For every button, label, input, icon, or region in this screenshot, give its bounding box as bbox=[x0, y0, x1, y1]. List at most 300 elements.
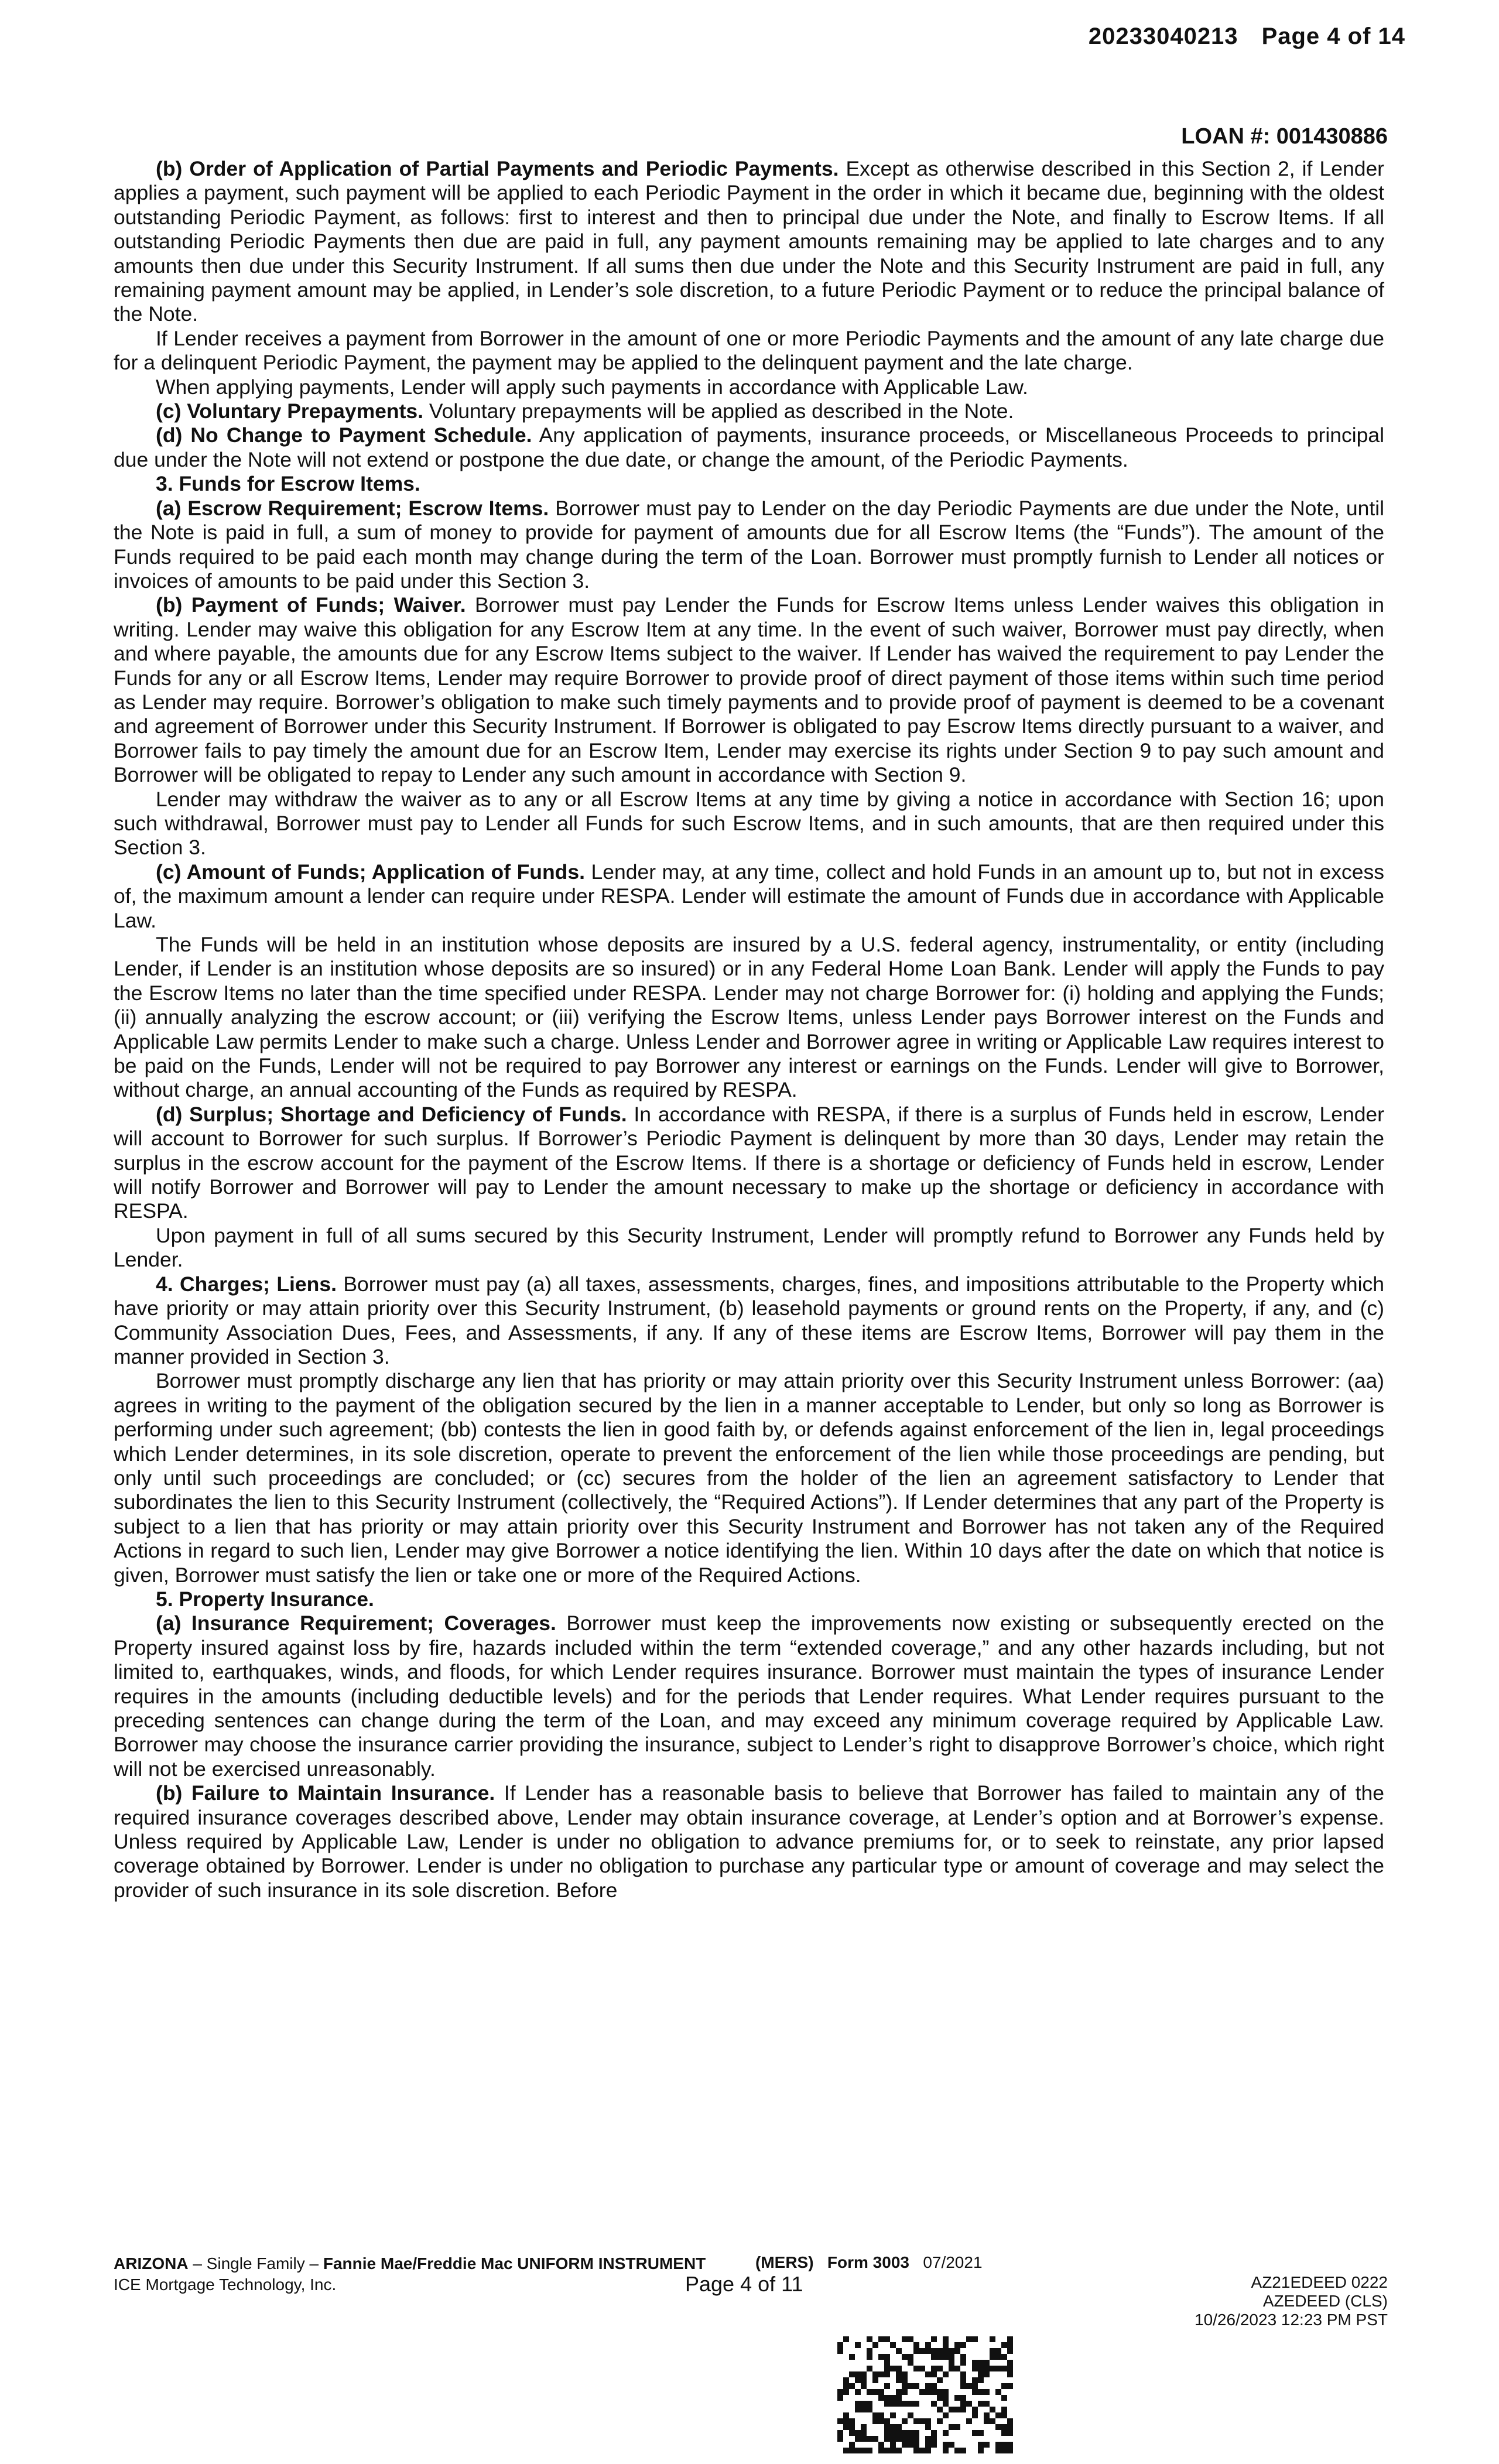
qr-module bbox=[913, 2383, 919, 2389]
qr-module bbox=[861, 2424, 867, 2430]
qr-module bbox=[943, 2371, 949, 2377]
qr-module bbox=[931, 2389, 937, 2395]
qr-module bbox=[908, 2442, 913, 2448]
qr-module bbox=[867, 2366, 872, 2371]
qr-module bbox=[884, 2366, 890, 2371]
qr-module bbox=[949, 2424, 954, 2430]
qr-module bbox=[913, 2366, 919, 2371]
qr-module bbox=[843, 2418, 849, 2424]
qr-module bbox=[960, 2383, 966, 2389]
qr-module bbox=[925, 2418, 931, 2424]
footer-form-date: 07/2021 bbox=[923, 2253, 983, 2271]
qr-module bbox=[902, 2442, 908, 2448]
qr-module bbox=[855, 2342, 861, 2348]
qr-module bbox=[925, 2371, 931, 2377]
qr-module bbox=[966, 2401, 972, 2407]
qr-module bbox=[902, 2377, 908, 2383]
qr-module bbox=[878, 2418, 884, 2424]
qr-module bbox=[908, 2412, 913, 2418]
paragraph-lead: (a) Escrow Requirement; Escrow Items. bbox=[156, 496, 549, 520]
qr-module bbox=[984, 2412, 990, 2418]
qr-module bbox=[943, 2336, 949, 2342]
qr-module bbox=[890, 2401, 896, 2407]
qr-module bbox=[890, 2436, 896, 2442]
qr-code bbox=[837, 2336, 1013, 2453]
qr-module bbox=[972, 2336, 978, 2342]
qr-module bbox=[890, 2448, 896, 2453]
paragraph-text: Borrower must keep the improvements now existing or subsequently erected on the Property insured against loss by fire, hazards included within the term “extended coverage,” and any other hazards including, but not limited to, earthquakes, winds, and floods, for which Lender requires insurance. Borrower must maintain the types of insurance Lender requires in the amounts (including deductible levels) and for the periods that Lender requires. What Lender requires pursuant to the preceding sentences can change during the term of the Loan, and may exceed any minimum coverage required by Applicable Law. Borrower may choose the insurance carrier providing the insurance, subject to Lender’s right to disapprove Borrower’s choice, which right will not be exercised unreasonably. bbox=[114, 1611, 1384, 1781]
qr-module bbox=[1001, 2424, 1007, 2430]
qr-module bbox=[913, 2342, 919, 2348]
qr-module bbox=[984, 2366, 990, 2371]
qr-module bbox=[837, 2436, 843, 2442]
qr-module bbox=[872, 2412, 878, 2418]
footer-description: – Single Family – bbox=[188, 2254, 323, 2273]
qr-module bbox=[913, 2430, 919, 2436]
qr-module bbox=[843, 2389, 849, 2395]
qr-module bbox=[1001, 2442, 1007, 2448]
qr-module bbox=[931, 2354, 937, 2360]
paragraph bbox=[114, 497, 1384, 594]
qr-module bbox=[960, 2401, 966, 2407]
qr-module bbox=[925, 2424, 931, 2430]
qr-module bbox=[908, 2430, 913, 2436]
paragraph-text: Any application of payments, insurance proceeds, or Miscellaneous Proceeds to principal due under the Note will not extend or postpone the due date, or change the amount, of the Periodic Payments. bbox=[114, 423, 1384, 471]
qr-module bbox=[984, 2389, 990, 2395]
qr-module bbox=[960, 2395, 966, 2401]
qr-module bbox=[1007, 2383, 1013, 2389]
qr-module bbox=[896, 2348, 902, 2354]
qr-module bbox=[872, 2436, 878, 2442]
qr-module bbox=[1001, 2383, 1007, 2389]
qr-module bbox=[925, 2436, 931, 2442]
qr-module bbox=[837, 2430, 843, 2436]
qr-module bbox=[896, 2401, 902, 2407]
qr-module bbox=[990, 2407, 995, 2412]
qr-module bbox=[954, 2395, 960, 2401]
qr-module bbox=[872, 2389, 878, 2395]
qr-module bbox=[1007, 2430, 1013, 2436]
qr-module bbox=[931, 2442, 937, 2448]
qr-module bbox=[990, 2366, 995, 2371]
qr-module bbox=[890, 2395, 896, 2401]
footer-codes bbox=[1195, 2273, 1388, 2329]
qr-module bbox=[908, 2436, 913, 2442]
qr-module bbox=[913, 2436, 919, 2442]
footer-mers: (MERS) bbox=[755, 2253, 814, 2271]
qr-module bbox=[995, 2442, 1001, 2448]
qr-module bbox=[937, 2348, 943, 2354]
qr-module bbox=[913, 2401, 919, 2407]
qr-module bbox=[949, 2366, 954, 2371]
qr-module bbox=[837, 2395, 843, 2401]
section-heading: 5. Property Insurance. bbox=[156, 1587, 374, 1611]
qr-module bbox=[867, 2348, 872, 2354]
footer-form-id bbox=[755, 2253, 983, 2272]
qr-module bbox=[855, 2389, 861, 2395]
qr-module bbox=[855, 2401, 861, 2407]
qr-module bbox=[867, 2448, 872, 2453]
qr-module bbox=[1001, 2354, 1007, 2360]
qr-module bbox=[943, 2430, 949, 2436]
qr-module bbox=[849, 2418, 855, 2424]
qr-module bbox=[943, 2442, 949, 2448]
qr-module bbox=[919, 2448, 925, 2453]
qr-module bbox=[990, 2336, 995, 2342]
qr-module bbox=[896, 2395, 902, 2401]
qr-module bbox=[884, 2395, 890, 2401]
qr-module bbox=[972, 2383, 978, 2389]
qr-module bbox=[954, 2348, 960, 2354]
qr-module bbox=[855, 2448, 861, 2453]
qr-module bbox=[943, 2348, 949, 2354]
paragraph-text: Lender may, at any time, collect and hold Funds in an amount up to, but not in excess of, the maximum amount a lender can require under RESPA. Lender will estimate the amount of Funds due in accordance with Applicable Law. bbox=[114, 860, 1385, 932]
qr-module bbox=[890, 2430, 896, 2436]
qr-module bbox=[943, 2412, 949, 2418]
qr-module bbox=[995, 2389, 1001, 2395]
qr-module bbox=[931, 2430, 937, 2436]
qr-module bbox=[943, 2342, 949, 2348]
recording-stamp bbox=[1089, 23, 1405, 50]
qr-module bbox=[902, 2371, 908, 2377]
qr-module bbox=[896, 2448, 902, 2453]
paragraph bbox=[114, 1781, 1384, 1902]
qr-module bbox=[978, 2360, 984, 2366]
loan-number: LOAN #: 001430886 bbox=[1181, 124, 1388, 149]
paragraph bbox=[114, 1611, 1384, 1781]
qr-module bbox=[843, 2412, 849, 2418]
qr-module bbox=[931, 2436, 937, 2442]
qr-module bbox=[984, 2371, 990, 2377]
qr-module bbox=[931, 2383, 937, 2389]
qr-module bbox=[861, 2383, 867, 2389]
qr-module bbox=[849, 2354, 855, 2360]
qr-module bbox=[972, 2407, 978, 2412]
qr-module bbox=[878, 2412, 884, 2418]
footer-company: ICE Mortgage Technology, Inc. bbox=[114, 2275, 337, 2294]
qr-module bbox=[837, 2418, 843, 2424]
qr-module bbox=[890, 2342, 896, 2348]
qr-module bbox=[949, 2407, 954, 2412]
qr-module bbox=[878, 2371, 884, 2377]
paragraph-text: Borrower must pay (a) all taxes, assessments, charges, fines, and impositions attributable to the Property which have priority or may attain priority over this Security Instrument, (b) leasehold payments or ground rents on the Property, if any, and (c) Community Association Dues, Fees, and Assessments, if any. If any of these items are Escrow Items, Borrower will pay them in the manner provided in Section 3. bbox=[114, 1272, 1384, 1368]
qr-module bbox=[867, 2401, 872, 2407]
paragraph bbox=[114, 157, 1384, 327]
qr-module bbox=[949, 2442, 954, 2448]
qr-module bbox=[978, 2371, 984, 2377]
qr-module bbox=[884, 2360, 890, 2366]
footer-code-1: AZ21EDEED 0222 bbox=[1251, 2273, 1388, 2291]
qr-module bbox=[908, 2354, 913, 2360]
qr-module bbox=[849, 2442, 855, 2448]
paragraph-lead: (d) Surplus; Shortage and Deficiency of Funds. bbox=[156, 1102, 627, 1126]
paragraph-text: Borrower must pay Lender the Funds for Escrow Items unless Lender waives this obligation in writing. Lender may waive this obligation for any Escrow Item at any time. In the event of such waiver, Borrower must pay directly, when and where payable, the amounts due for any Escrow Items subject to the waiver. If Lender has waived the requirement to pay Lender the Funds for any or all Escrow Items, Lender may require Borrower to provide proof of direct payment of those items within such time period as Lender may require. Borrower’s obligation to make such timely payments and to provide proof of payment is deemed to be a covenant and agreement of Borrower under this Security Instrument. If Borrower is obligated to pay Escrow Items directly pursuant to a waiver, and Borrower fails to pay timely the amount due for an Escrow Item, Lender may exercise its rights under Section 9 to pay such amount and Borrower will be obligated to repay to Lender any such amount in accordance with Section 9. bbox=[114, 593, 1384, 787]
qr-module bbox=[855, 2377, 861, 2383]
qr-module bbox=[1001, 2395, 1007, 2401]
qr-module bbox=[872, 2342, 878, 2348]
qr-module bbox=[972, 2389, 978, 2395]
footer-timestamp: 10/26/2023 12:23 PM PST bbox=[1195, 2311, 1388, 2329]
qr-module bbox=[902, 2418, 908, 2424]
qr-module bbox=[855, 2430, 861, 2436]
qr-module bbox=[872, 2418, 878, 2424]
qr-module bbox=[867, 2354, 872, 2360]
qr-module bbox=[990, 2348, 995, 2354]
qr-module bbox=[902, 2430, 908, 2436]
qr-module bbox=[913, 2448, 919, 2453]
qr-module bbox=[960, 2354, 966, 2360]
qr-module bbox=[931, 2401, 937, 2407]
qr-module bbox=[884, 2424, 890, 2430]
qr-module bbox=[972, 2360, 978, 2366]
qr-module bbox=[949, 2348, 954, 2354]
qr-module bbox=[1007, 2336, 1013, 2342]
qr-module bbox=[867, 2336, 872, 2342]
qr-module bbox=[861, 2436, 867, 2442]
qr-module bbox=[849, 2430, 855, 2436]
qr-module bbox=[843, 2377, 849, 2383]
qr-module bbox=[1007, 2366, 1013, 2371]
qr-module bbox=[878, 2448, 884, 2453]
qr-module bbox=[884, 2354, 890, 2360]
qr-module bbox=[937, 2354, 943, 2360]
paragraph bbox=[114, 1272, 1384, 1370]
qr-module bbox=[890, 2412, 896, 2418]
qr-module bbox=[884, 2401, 890, 2407]
paragraph: When applying payments, Lender will apply such payments in accordance with Applicable Law. bbox=[156, 375, 1028, 399]
qr-module bbox=[849, 2448, 855, 2453]
qr-module bbox=[931, 2348, 937, 2354]
qr-module bbox=[884, 2336, 890, 2342]
qr-module bbox=[896, 2424, 902, 2430]
footer-form-number: Form 3003 bbox=[827, 2253, 909, 2271]
qr-module bbox=[878, 2336, 884, 2342]
qr-module bbox=[995, 2448, 1001, 2453]
qr-module bbox=[1007, 2448, 1013, 2453]
qr-module bbox=[984, 2360, 990, 2366]
qr-module bbox=[896, 2371, 902, 2377]
qr-module bbox=[908, 2360, 913, 2366]
qr-module bbox=[1007, 2371, 1013, 2377]
footer-instrument: Fannie Mae/Freddie Mac UNIFORM INSTRUMENT bbox=[323, 2254, 706, 2273]
qr-module bbox=[949, 2360, 954, 2366]
qr-module bbox=[919, 2366, 925, 2371]
qr-module bbox=[1007, 2424, 1013, 2430]
qr-module bbox=[919, 2389, 925, 2395]
qr-module bbox=[943, 2389, 949, 2395]
qr-module bbox=[954, 2448, 960, 2453]
qr-module bbox=[931, 2371, 937, 2377]
qr-module bbox=[1001, 2430, 1007, 2436]
qr-module bbox=[984, 2418, 990, 2424]
qr-module bbox=[937, 2418, 943, 2424]
qr-module bbox=[896, 2366, 902, 2371]
paragraph bbox=[114, 423, 1384, 472]
qr-module bbox=[861, 2430, 867, 2436]
qr-module bbox=[908, 2336, 913, 2342]
qr-module bbox=[978, 2389, 984, 2395]
qr-module bbox=[902, 2401, 908, 2407]
qr-module bbox=[884, 2418, 890, 2424]
qr-module bbox=[902, 2436, 908, 2442]
qr-module bbox=[884, 2436, 890, 2442]
qr-module bbox=[861, 2377, 867, 2383]
qr-module bbox=[978, 2366, 984, 2371]
qr-module bbox=[984, 2442, 990, 2448]
qr-module bbox=[931, 2366, 937, 2371]
qr-module bbox=[855, 2436, 861, 2442]
qr-module bbox=[960, 2407, 966, 2412]
qr-module bbox=[925, 2442, 931, 2448]
qr-module bbox=[937, 2395, 943, 2401]
qr-module bbox=[954, 2407, 960, 2412]
paragraph-text: Except as otherwise described in this Section 2, if Lender applies a payment, such payment will be applied to each Periodic Payment in the order in which it became due, beginning with the oldest outstanding Periodic Payment, as follows: first to interest and then to principal due under the Note, and finally to Escrow Items. If all outstanding Periodic Payments then due are paid in full, any payment amounts remaining may be applied to late charges and to any amounts then due under this Security Instrument. If all sums then due under the Note and this Security Instrument are paid in full, any remaining payment amount may be applied, in Lender’s sole discretion, to a future Periodic Payment or to reduce the principal balance of the Note. bbox=[114, 157, 1385, 326]
qr-module bbox=[978, 2430, 984, 2436]
paragraph: The Funds will be held in an institution whose deposits are insured by a U.S. federal agency, instrumentality, or entity (including Lender, if Lender is an institution whose deposits are so insured) or in any Federal Home Loan Bank. Lender will apply the Funds to pay the Escrow Items no later than the time specified under RESPA. Lender may not charge Borrower for: (i) holding and applying the Funds; (ii) annually analyzing the escrow account; or (iii) verifying the Escrow Items, unless Lender pays Borrower interest on the Funds and Applicable Law permits Lender to make such a charge. Unless Lender and Borrower agree in writing or Applicable Law requires interest to be paid on the Funds, Lender will not be required to pay Borrower any interest or earnings on the Funds. Lender will give to Borrower, without charge, an annual accounting of the Funds as required by RESPA. bbox=[114, 933, 1384, 1102]
qr-module bbox=[943, 2448, 949, 2453]
qr-module bbox=[843, 2336, 849, 2342]
paragraph-text: Borrower must pay to Lender on the day Periodic Payments are due under the Note, until the Note is paid in full, a sum of money to provide for payment of amounts due for all Escrow Items (the “Funds”). The amount of the Funds required to be paid each month may change during the term of the Loan. Borrower must promptly furnish to Lender all notices or invoices of amounts to be paid under this Section 3. bbox=[114, 496, 1384, 593]
qr-module bbox=[960, 2377, 966, 2383]
paragraph: Borrower must promptly discharge any lien that has priority or may attain priority over this Security Instrument unless Borrower: (aa) agrees in writing to the payment of the obligation secured by the lien in a manner acceptable to Lender, but only so long as Borrower is performing under such agreement; (bb) contests the lien in good faith by, or defends against enforcement of the lien in, legal proceedings which Lender determines, in its sole discretion, operate to prevent the enforcement of the lien while those proceedings are pending, but only until such proceedings are concluded; or (cc) secures from the holder of the lien an agreement satisfactory to Lender that subordinates the lien to this Security Instrument (collectively, the “Required Actions”). If Lender determines that any part of the Property is subject to a lien that has priority or may attain priority over this Security Instrument and Borrower has not taken any of the Required Actions in regard to such lien, Lender may give Borrower a notice identifying the lien. Within 10 days after the date on which that notice is given, Borrower must satisfy the lien or take one or more of the Required Actions. bbox=[114, 1369, 1384, 1587]
qr-module bbox=[855, 2407, 861, 2412]
qr-module bbox=[937, 2366, 943, 2371]
qr-module bbox=[890, 2366, 896, 2371]
qr-module bbox=[872, 2377, 878, 2383]
qr-module bbox=[972, 2430, 978, 2436]
qr-module bbox=[954, 2424, 960, 2430]
qr-module bbox=[960, 2360, 966, 2366]
qr-module bbox=[925, 2389, 931, 2395]
qr-module bbox=[919, 2348, 925, 2354]
paragraph-lead: (b) Payment of Funds; Waiver. bbox=[156, 593, 466, 617]
qr-module bbox=[1001, 2407, 1007, 2412]
qr-module bbox=[913, 2418, 919, 2424]
qr-module bbox=[931, 2336, 937, 2342]
qr-module bbox=[1007, 2348, 1013, 2354]
qr-module bbox=[896, 2389, 902, 2395]
qr-module bbox=[878, 2395, 884, 2401]
qr-module bbox=[990, 2418, 995, 2424]
qr-module bbox=[925, 2348, 931, 2354]
footer-page-number: Page 4 of 11 bbox=[685, 2272, 803, 2296]
paragraph-lead: (c) Voluntary Prepayments. bbox=[156, 399, 424, 423]
footer-code-2: AZEDEED (CLS) bbox=[1262, 2292, 1388, 2310]
qr-module bbox=[937, 2377, 943, 2383]
qr-module bbox=[849, 2371, 855, 2377]
qr-module bbox=[960, 2342, 966, 2348]
paragraph bbox=[114, 860, 1384, 933]
qr-module bbox=[902, 2336, 908, 2342]
qr-module bbox=[861, 2371, 867, 2377]
qr-module bbox=[878, 2389, 884, 2395]
paragraph-text: Voluntary prepayments will be applied as described in the Note. bbox=[423, 399, 1014, 423]
qr-module bbox=[843, 2383, 849, 2389]
qr-module bbox=[902, 2354, 908, 2360]
recording-page-label: Page 4 of 14 bbox=[1261, 23, 1405, 49]
qr-module bbox=[896, 2377, 902, 2383]
qr-module bbox=[867, 2407, 872, 2412]
qr-module bbox=[843, 2448, 849, 2453]
paragraph-text: If Lender has a reasonable basis to believe that Borrower has failed to maintain any of the required insurance coverages described above, Lender may obtain insurance coverage, at Lender’s option and at Borrower’s expense. Unless required by Applicable Law, Lender is under no obligation to advance premiums for, or to seek to reinstate, any prior lapsed coverage obtained by Borrower. Lender is under no obligation to purchase any particular type or amount of coverage and may select the provider of such insurance in its sole discretion. Before bbox=[114, 1781, 1384, 1902]
qr-module bbox=[925, 2383, 931, 2389]
qr-module bbox=[972, 2412, 978, 2418]
qr-module bbox=[902, 2389, 908, 2395]
qr-module bbox=[1001, 2412, 1007, 2418]
qr-module bbox=[890, 2424, 896, 2430]
qr-module bbox=[972, 2377, 978, 2383]
qr-module bbox=[1007, 2418, 1013, 2424]
qr-module bbox=[978, 2377, 984, 2383]
paragraph bbox=[114, 399, 1384, 423]
qr-module bbox=[1001, 2342, 1007, 2348]
qr-module bbox=[867, 2389, 872, 2395]
qr-module bbox=[995, 2412, 1001, 2418]
qr-module bbox=[978, 2401, 984, 2407]
qr-module bbox=[1007, 2342, 1013, 2348]
paragraph bbox=[114, 1103, 1384, 1224]
qr-module bbox=[1007, 2360, 1013, 2366]
qr-module bbox=[954, 2366, 960, 2371]
paragraph-lead: (c) Amount of Funds; Application of Funds. bbox=[156, 860, 585, 884]
qr-module bbox=[943, 2354, 949, 2360]
qr-module bbox=[919, 2418, 925, 2424]
qr-module bbox=[913, 2348, 919, 2354]
qr-module bbox=[837, 2342, 843, 2348]
qr-module bbox=[995, 2354, 1001, 2360]
qr-module bbox=[995, 2366, 1001, 2371]
qr-module bbox=[884, 2383, 890, 2389]
qr-module bbox=[966, 2418, 972, 2424]
paragraph-lead: (b) Order of Application of Partial Payments and Periodic Payments. bbox=[156, 157, 839, 180]
qr-module bbox=[925, 2342, 931, 2348]
qr-module bbox=[913, 2442, 919, 2448]
qr-module bbox=[1007, 2442, 1013, 2448]
paragraph: Upon payment in full of all sums secured by this Security Instrument, Lender will promptly refund to Borrower any Funds held by Lender. bbox=[114, 1223, 1384, 1272]
qr-module bbox=[884, 2448, 890, 2453]
qr-module bbox=[878, 2354, 884, 2360]
section-heading: 3. Funds for Escrow Items. bbox=[156, 472, 420, 496]
document-body bbox=[114, 157, 1384, 1902]
qr-module bbox=[867, 2436, 872, 2442]
qr-module bbox=[884, 2371, 890, 2377]
qr-module bbox=[966, 2383, 972, 2389]
qr-module bbox=[884, 2430, 890, 2436]
qr-module bbox=[937, 2407, 943, 2412]
qr-module bbox=[995, 2348, 1001, 2354]
qr-module bbox=[861, 2407, 867, 2412]
qr-module bbox=[995, 2424, 1001, 2430]
qr-module bbox=[849, 2424, 855, 2430]
paragraph-text: In accordance with RESPA, if there is a surplus of Funds held in escrow, Lender will account to Borrower for such surplus. If Borrower’s Periodic Payment is delinquent by more than 30 days, Lender may retain the surplus in the escrow account for the payment of the Escrow Items. If there is a shortage or deficiency of Funds held in escrow, Lender will notify Borrower and Borrower will pay to Lender the amount necessary to make up the shortage or deficiency in accordance with RESPA. bbox=[114, 1102, 1384, 1223]
qr-module bbox=[837, 2389, 843, 2395]
paragraph: Lender may withdraw the waiver as to any or all Escrow Items at any time by giving a notice in accordance with Section 16; upon such withdrawal, Borrower must pay to Lender all Funds for such Escrow Items, and in such amounts, that are then required under this Section 3. bbox=[114, 787, 1384, 860]
qr-module bbox=[960, 2448, 966, 2453]
qr-module bbox=[896, 2430, 902, 2436]
paragraph-lead: (a) Insurance Requirement; Coverages. bbox=[156, 1611, 556, 1635]
qr-module bbox=[1001, 2366, 1007, 2371]
qr-module bbox=[872, 2371, 878, 2377]
qr-module bbox=[908, 2383, 913, 2389]
qr-module bbox=[978, 2448, 984, 2453]
qr-module bbox=[1001, 2448, 1007, 2453]
qr-module bbox=[861, 2401, 867, 2407]
qr-module bbox=[990, 2354, 995, 2360]
qr-module bbox=[966, 2336, 972, 2342]
qr-module bbox=[837, 2348, 843, 2354]
footer-form-info bbox=[114, 2253, 706, 2295]
document-number: 20233040213 bbox=[1088, 23, 1238, 49]
